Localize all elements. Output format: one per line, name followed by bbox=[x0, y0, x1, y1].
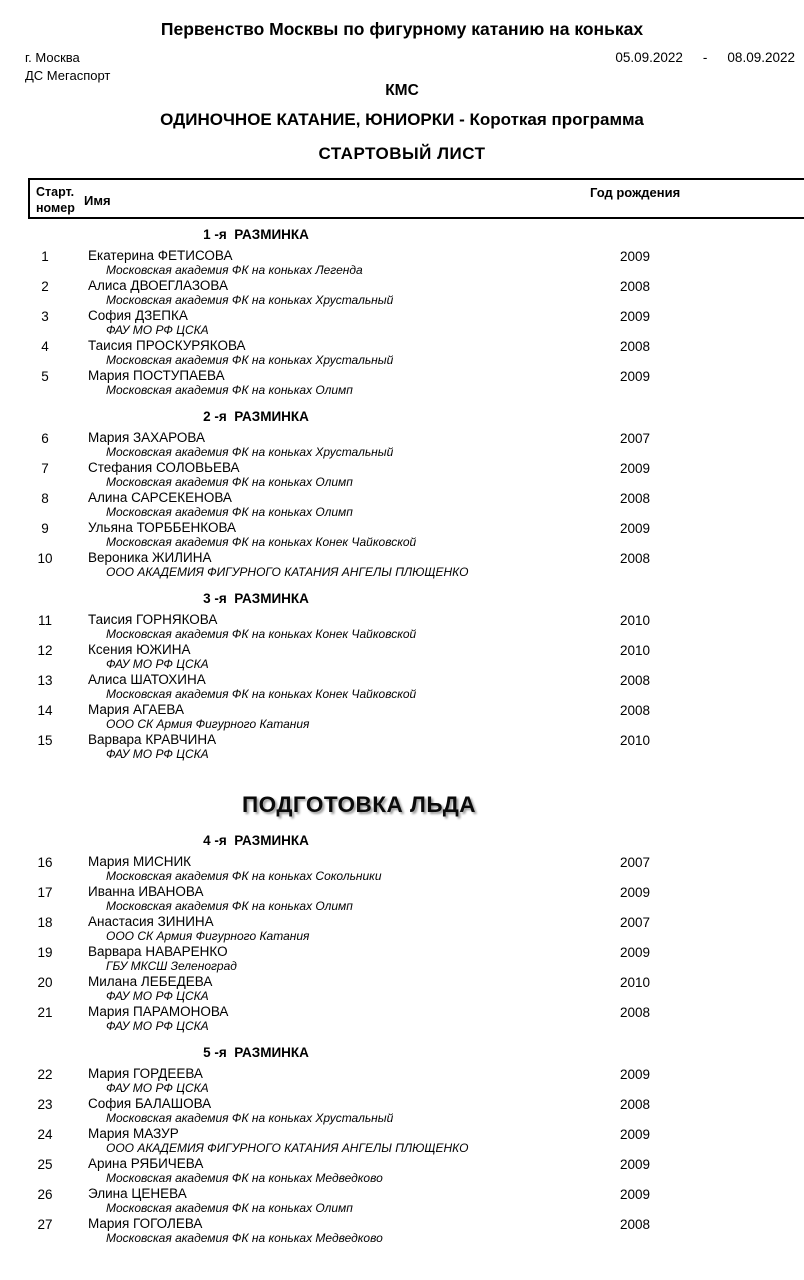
entry-birth-year: 2008 bbox=[619, 1097, 651, 1112]
table-row bbox=[0, 702, 804, 732]
entry-skater-name: Вероника ЖИЛИНА bbox=[88, 550, 212, 565]
entry-start-number: 9 bbox=[41, 521, 49, 536]
entry-birth-year: 2009 bbox=[619, 461, 651, 476]
entry-skater-name: Мария АГАЕВА bbox=[88, 702, 184, 717]
entry-club: Московская академия ФК на коньках Конек Чайковской bbox=[106, 687, 417, 701]
entry-birth-year: 2010 bbox=[619, 613, 651, 628]
table-row bbox=[0, 430, 804, 460]
entry-birth-year: 2009 bbox=[619, 1187, 651, 1202]
entry-birth-year: 2010 bbox=[619, 733, 651, 748]
table-row bbox=[0, 1126, 804, 1156]
discipline-heading: ОДИНОЧНОЕ КАТАНИЕ, ЮНИОРКИ - Короткая программа bbox=[160, 110, 644, 129]
entry-club: ФАУ МО РФ ЦСКА bbox=[106, 1081, 209, 1095]
entry-birth-year: 2008 bbox=[619, 491, 651, 506]
entry-start-number: 3 bbox=[41, 309, 49, 324]
table-row bbox=[0, 368, 804, 398]
entry-skater-name: Анастасия ЗИНИНА bbox=[88, 914, 214, 929]
table-row bbox=[0, 460, 804, 490]
entry-skater-name: София ДЗЕПКА bbox=[88, 308, 188, 323]
entry-birth-year: 2009 bbox=[619, 369, 651, 384]
entry-birth-year: 2009 bbox=[619, 309, 651, 324]
entry-club: Московская академия ФК на коньках Сокольники bbox=[106, 869, 382, 883]
entry-club: ООО АКАДЕМИЯ ФИГУРНОГО КАТАНИЯ АНГЕЛЫ ПЛЮЩЕНКО bbox=[106, 1141, 469, 1155]
entry-club: ООО СК Армия Фигурного Катания bbox=[106, 717, 310, 731]
entry-skater-name: Таисия ГОРНЯКОВА bbox=[88, 612, 218, 627]
entry-start-number: 25 bbox=[37, 1157, 53, 1172]
entry-start-number: 10 bbox=[37, 551, 53, 566]
entry-skater-name: Алиса ДВОЕГЛАЗОВА bbox=[88, 278, 228, 293]
entry-birth-year: 2007 bbox=[619, 915, 651, 930]
table-row bbox=[0, 1096, 804, 1126]
entry-start-number: 1 bbox=[41, 249, 49, 264]
entry-club: Московская академия ФК на коньках Олимп bbox=[106, 475, 353, 489]
table-row bbox=[0, 612, 804, 642]
entry-skater-name: Алина САРСЕКЕНОВА bbox=[88, 490, 232, 505]
table-row bbox=[0, 490, 804, 520]
table-row bbox=[0, 1004, 804, 1034]
entry-start-number: 24 bbox=[37, 1127, 53, 1142]
entry-club: Московская академия ФК на коньках Хрустальный bbox=[106, 445, 394, 459]
entry-skater-name: Екатерина ФЕТИСОВА bbox=[88, 248, 233, 263]
entry-club: ФАУ МО РФ ЦСКА bbox=[106, 1019, 209, 1033]
entry-club: Московская академия ФК на коньках Конек Чайковской bbox=[106, 627, 417, 641]
ice-resurfacing-banner: ПОДГОТОВКА ЛЬДА bbox=[242, 792, 476, 817]
table-row bbox=[0, 672, 804, 702]
column-header-start-line2: номер bbox=[36, 201, 75, 215]
entry-start-number: 19 bbox=[37, 945, 53, 960]
entry-skater-name: Мария ПАРАМОНОВА bbox=[88, 1004, 229, 1019]
entry-skater-name: Варвара КРАВЧИНА bbox=[88, 732, 217, 747]
warmup-group bbox=[0, 226, 804, 398]
table-row bbox=[0, 520, 804, 550]
warmup-group-entries bbox=[0, 612, 804, 762]
entry-club: Московская академия ФК на коньках Олимп bbox=[106, 505, 353, 519]
entry-birth-year: 2010 bbox=[619, 975, 651, 990]
entry-start-number: 8 bbox=[41, 491, 49, 506]
table-row bbox=[0, 338, 804, 368]
entry-club: Московская академия ФК на коньках Хрустальный bbox=[106, 353, 394, 367]
warmup-group-label: 4 -я РАЗМИНКА bbox=[203, 833, 309, 848]
entry-birth-year: 2008 bbox=[619, 1005, 651, 1020]
entry-birth-year: 2008 bbox=[619, 703, 651, 718]
column-header-name: Имя bbox=[84, 193, 111, 208]
entry-club: Московская академия ФК на коньках Олимп bbox=[106, 1201, 353, 1215]
entry-start-number: 22 bbox=[37, 1067, 53, 1082]
entry-birth-year: 2008 bbox=[619, 551, 651, 566]
entry-club: ФАУ МО РФ ЦСКА bbox=[106, 323, 209, 337]
entry-start-number: 20 bbox=[37, 975, 53, 990]
entry-skater-name: Арина РЯБИЧЕВА bbox=[88, 1156, 204, 1171]
warmup-group-label: 5 -я РАЗМИНКА bbox=[203, 1045, 309, 1060]
warmup-group-entries bbox=[0, 430, 804, 580]
entry-club: Московская академия ФК на коньках Хрустальный bbox=[106, 1111, 394, 1125]
entry-skater-name: Таисия ПРОСКУРЯКОВА bbox=[88, 338, 246, 353]
entry-start-number: 16 bbox=[37, 855, 53, 870]
date-start: 05.09.2022 bbox=[615, 50, 683, 65]
entry-skater-name: Мария ЗАХАРОВА bbox=[88, 430, 205, 445]
entry-birth-year: 2008 bbox=[619, 339, 651, 354]
entry-birth-year: 2009 bbox=[619, 249, 651, 264]
entry-club: Московская академия ФК на коньках Легенда bbox=[106, 263, 363, 277]
competition-title: Первенство Москвы по фигурному катанию на коньках bbox=[160, 19, 644, 39]
entry-start-number: 15 bbox=[37, 733, 53, 748]
table-row bbox=[0, 1156, 804, 1186]
venue-label: ДС Мегаспорт bbox=[25, 68, 111, 83]
entry-club: ГБУ МКСШ Зеленоград bbox=[106, 959, 237, 973]
entry-skater-name: Алиса ШАТОХИНА bbox=[88, 672, 206, 687]
entry-club: Московская академия ФК на коньках Конек Чайковской bbox=[106, 535, 417, 549]
entry-club: ФАУ МО РФ ЦСКА bbox=[106, 989, 209, 1003]
entry-birth-year: 2008 bbox=[619, 279, 651, 294]
category-heading: КМС bbox=[385, 82, 419, 99]
entry-club: ФАУ МО РФ ЦСКА bbox=[106, 657, 209, 671]
table-row bbox=[0, 884, 804, 914]
entry-club: Московская академия ФК на коньках Олимп bbox=[106, 383, 353, 397]
entry-club: Московская академия ФК на коньках Хрустальный bbox=[106, 293, 394, 307]
entry-birth-year: 2008 bbox=[619, 673, 651, 688]
table-row bbox=[0, 308, 804, 338]
table-row bbox=[0, 854, 804, 884]
venue-block bbox=[25, 49, 110, 85]
warmup-group bbox=[0, 1044, 804, 1246]
entry-club: ООО СК Армия Фигурного Катания bbox=[106, 929, 310, 943]
table-row bbox=[0, 914, 804, 944]
warmup-group-label: 2 -я РАЗМИНКА bbox=[203, 409, 309, 424]
entry-skater-name: Мария МИСНИК bbox=[88, 854, 192, 869]
entry-start-number: 18 bbox=[37, 915, 53, 930]
entry-birth-year: 2009 bbox=[619, 1157, 651, 1172]
entry-start-number: 13 bbox=[37, 673, 53, 688]
entry-birth-year: 2007 bbox=[619, 431, 651, 446]
entry-start-number: 21 bbox=[37, 1005, 53, 1020]
date-separator: - bbox=[702, 50, 708, 65]
entry-start-number: 17 bbox=[37, 885, 53, 900]
entry-birth-year: 2009 bbox=[619, 1127, 651, 1142]
table-row bbox=[0, 1066, 804, 1096]
entry-start-number: 2 bbox=[41, 279, 49, 294]
column-header-start-line1: Старт. bbox=[36, 185, 75, 199]
entry-club: ООО АКАДЕМИЯ ФИГУРНОГО КАТАНИЯ АНГЕЛЫ ПЛЮЩЕНКО bbox=[106, 565, 469, 579]
date-end: 08.09.2022 bbox=[727, 50, 795, 65]
entry-club: Московская академия ФК на коньках Олимп bbox=[106, 899, 353, 913]
table-row bbox=[0, 248, 804, 278]
entry-club: Московская академия ФК на коньках Медведково bbox=[106, 1171, 383, 1185]
entry-club: Московская академия ФК на коньках Медведково bbox=[106, 1231, 383, 1245]
warmup-group-entries bbox=[0, 1066, 804, 1246]
entry-start-number: 5 bbox=[41, 369, 49, 384]
warmup-group-label: 1 -я РАЗМИНКА bbox=[203, 227, 309, 242]
entry-skater-name: Мария ГОРДЕЕВА bbox=[88, 1066, 203, 1081]
table-row bbox=[0, 550, 804, 580]
warmup-group bbox=[0, 590, 804, 762]
entry-skater-name: София БАЛАШОВА bbox=[88, 1096, 212, 1111]
entry-birth-year: 2007 bbox=[619, 855, 651, 870]
start-list bbox=[0, 226, 804, 1246]
column-header-start-number bbox=[36, 184, 75, 216]
entry-birth-year: 2009 bbox=[619, 1067, 651, 1082]
entry-start-number: 11 bbox=[37, 613, 52, 628]
warmup-group-entries bbox=[0, 854, 804, 1034]
entry-skater-name: Варвара НАВАРЕНКО bbox=[88, 944, 228, 959]
entry-skater-name: Стефания СОЛОВЬЕВА bbox=[88, 460, 240, 475]
date-range bbox=[615, 50, 795, 65]
entry-club: ФАУ МО РФ ЦСКА bbox=[106, 747, 209, 761]
warmup-group bbox=[0, 832, 804, 1034]
entry-skater-name: Ксения ЮЖИНА bbox=[88, 642, 191, 657]
entry-skater-name: Мария ПОСТУПАЕВА bbox=[88, 368, 225, 383]
entry-start-number: 23 bbox=[37, 1097, 53, 1112]
column-header-birth-year: Год рождения bbox=[590, 185, 681, 200]
table-row bbox=[0, 642, 804, 672]
warmup-group-label: 3 -я РАЗМИНКА bbox=[203, 591, 309, 606]
entry-birth-year: 2009 bbox=[619, 945, 651, 960]
table-row bbox=[0, 944, 804, 974]
entry-skater-name: Мария МАЗУР bbox=[88, 1126, 179, 1141]
entry-birth-year: 2010 bbox=[619, 643, 651, 658]
table-row bbox=[0, 278, 804, 308]
entry-start-number: 26 bbox=[37, 1187, 53, 1202]
warmup-group-entries bbox=[0, 248, 804, 398]
entry-start-number: 6 bbox=[41, 431, 49, 446]
table-header bbox=[28, 178, 804, 219]
entry-skater-name: Иванна ИВАНОВА bbox=[88, 884, 204, 899]
city-label: г. Москва bbox=[25, 50, 80, 65]
table-row bbox=[0, 732, 804, 762]
entry-start-number: 14 bbox=[37, 703, 53, 718]
entry-skater-name: Милана ЛЕБЕДЕВА bbox=[88, 974, 213, 989]
table-row bbox=[0, 1186, 804, 1216]
entry-birth-year: 2009 bbox=[619, 521, 651, 536]
entry-start-number: 27 bbox=[37, 1217, 53, 1232]
entry-start-number: 4 bbox=[41, 339, 49, 354]
entry-birth-year: 2009 bbox=[619, 885, 651, 900]
start-list-title: СТАРТОВЫЙ ЛИСТ bbox=[318, 144, 486, 163]
entry-skater-name: Элина ЦЕНЕВА bbox=[88, 1186, 187, 1201]
entry-start-number: 12 bbox=[37, 643, 53, 658]
entry-birth-year: 2008 bbox=[619, 1217, 651, 1232]
table-row bbox=[0, 974, 804, 1004]
table-row bbox=[0, 1216, 804, 1246]
warmup-group bbox=[0, 408, 804, 580]
entry-skater-name: Мария ГОГОЛЕВА bbox=[88, 1216, 203, 1231]
entry-skater-name: Ульяна ТОРББЕНКОВА bbox=[88, 520, 236, 535]
entry-start-number: 7 bbox=[41, 461, 49, 476]
